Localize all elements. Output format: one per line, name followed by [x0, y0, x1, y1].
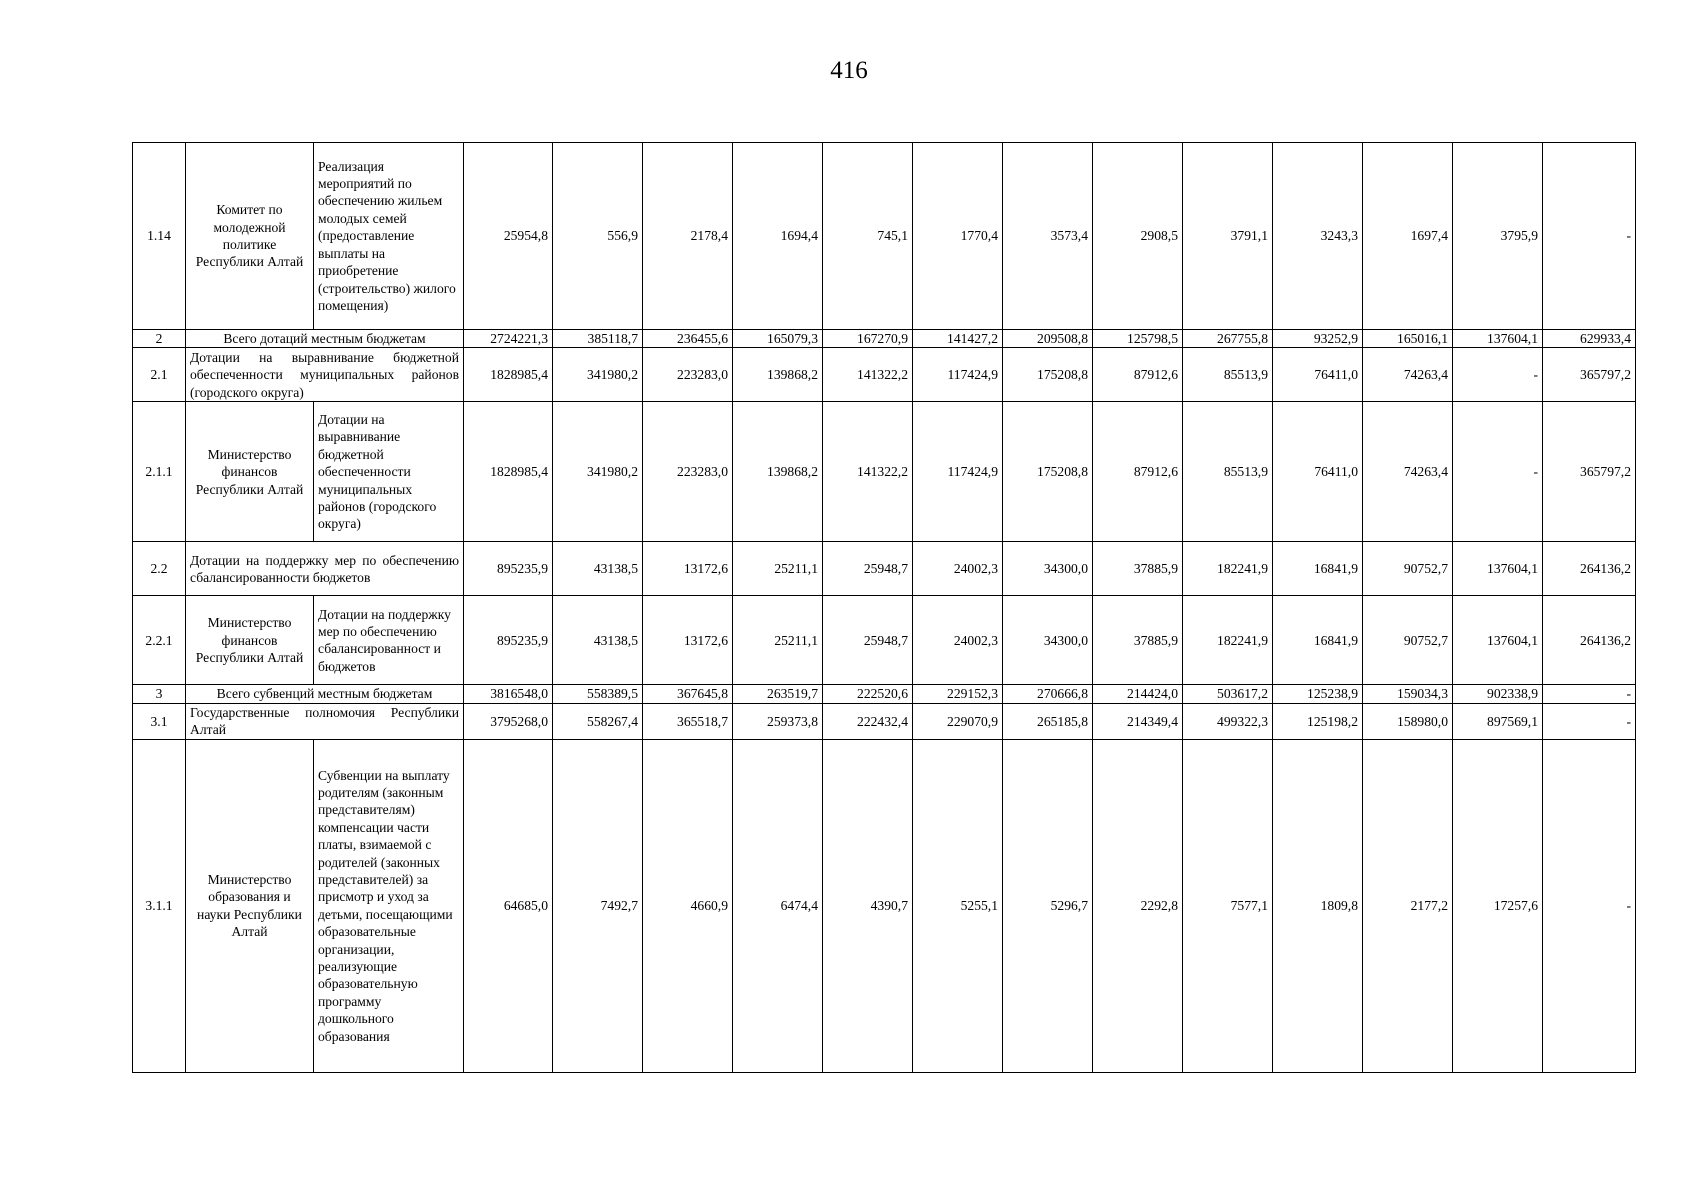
value-cell: 270666,8: [1003, 685, 1093, 703]
table-row: [133, 596, 1636, 685]
value-cell: 90752,7: [1363, 596, 1453, 685]
value-cell: 556,9: [553, 143, 643, 330]
value-cell: 745,1: [823, 143, 913, 330]
table-row: [133, 402, 1636, 542]
value-cell: 125798,5: [1093, 330, 1183, 348]
value-cell: 558389,5: [553, 685, 643, 703]
value-cell: 165016,1: [1363, 330, 1453, 348]
value-cell: 182241,9: [1183, 596, 1273, 685]
organization-cell: Министерство финансов Республики Алтай: [186, 402, 314, 542]
value-cell: -: [1453, 348, 1543, 402]
value-cell: 5296,7: [1003, 739, 1093, 1072]
value-cell: 2724221,3: [464, 330, 553, 348]
value-cell: 137604,1: [1453, 596, 1543, 685]
value-cell: 182241,9: [1183, 542, 1273, 596]
section-title-cell: Дотации на поддержку мер по обеспечению сбалансированности бюджетов: [186, 542, 464, 596]
value-cell: 4660,9: [643, 739, 733, 1072]
value-cell: 365518,7: [643, 703, 733, 739]
value-cell: 93252,9: [1273, 330, 1363, 348]
value-cell: 117424,9: [913, 348, 1003, 402]
value-cell: 2177,2: [1363, 739, 1453, 1072]
value-cell: 499322,3: [1183, 703, 1273, 739]
row-number: 1.14: [133, 143, 186, 330]
value-cell: 37885,9: [1093, 596, 1183, 685]
value-cell: 229070,9: [913, 703, 1003, 739]
value-cell: 76411,0: [1273, 402, 1363, 542]
row-number: 2.2.1: [133, 596, 186, 685]
value-cell: -: [1543, 703, 1636, 739]
table-row: [133, 348, 1636, 402]
description-cell: Реализация мероприятий по обеспечению жильем молодых семей (предоставление выплаты на приобретение (строительство) жилого помещения): [314, 143, 464, 330]
value-cell: 25211,1: [733, 542, 823, 596]
value-cell: 87912,6: [1093, 402, 1183, 542]
organization-cell: Комитет по молодежной политике Республики Алтай: [186, 143, 314, 330]
value-cell: 3795,9: [1453, 143, 1543, 330]
value-cell: 139868,2: [733, 348, 823, 402]
value-cell: 365797,2: [1543, 402, 1636, 542]
section-title-cell: Дотации на выравнивание бюджетной обеспеченности муниципальных районов (городского округа): [186, 348, 464, 402]
value-cell: 236455,6: [643, 330, 733, 348]
value-cell: 25211,1: [733, 596, 823, 685]
value-cell: 222432,4: [823, 703, 913, 739]
value-cell: -: [1543, 739, 1636, 1072]
value-cell: 3573,4: [1003, 143, 1093, 330]
value-cell: 385118,7: [553, 330, 643, 348]
row-number: 3: [133, 685, 186, 703]
row-number: 2.1: [133, 348, 186, 402]
value-cell: 267755,8: [1183, 330, 1273, 348]
value-cell: 175208,8: [1003, 348, 1093, 402]
table-row: [133, 703, 1636, 739]
value-cell: 3816548,0: [464, 685, 553, 703]
value-cell: 895235,9: [464, 542, 553, 596]
value-cell: 34300,0: [1003, 542, 1093, 596]
value-cell: 137604,1: [1453, 330, 1543, 348]
value-cell: 223283,0: [643, 402, 733, 542]
description-cell: Дотации на выравнивание бюджетной обеспеченности муниципальных районов (городского округа): [314, 402, 464, 542]
value-cell: 264136,2: [1543, 596, 1636, 685]
value-cell: 5255,1: [913, 739, 1003, 1072]
value-cell: 16841,9: [1273, 542, 1363, 596]
value-cell: 117424,9: [913, 402, 1003, 542]
row-number: 3.1.1: [133, 739, 186, 1072]
value-cell: 74263,4: [1363, 348, 1453, 402]
value-cell: 1809,8: [1273, 739, 1363, 1072]
value-cell: 367645,8: [643, 685, 733, 703]
value-cell: 85513,9: [1183, 402, 1273, 542]
value-cell: 16841,9: [1273, 596, 1363, 685]
value-cell: 902338,9: [1453, 685, 1543, 703]
value-cell: 141322,2: [823, 402, 913, 542]
value-cell: 1770,4: [913, 143, 1003, 330]
value-cell: 629933,4: [1543, 330, 1636, 348]
value-cell: 6474,4: [733, 739, 823, 1072]
value-cell: 503617,2: [1183, 685, 1273, 703]
value-cell: 85513,9: [1183, 348, 1273, 402]
row-number: 3.1: [133, 703, 186, 739]
value-cell: 139868,2: [733, 402, 823, 542]
value-cell: 558267,4: [553, 703, 643, 739]
value-cell: 1828985,4: [464, 348, 553, 402]
value-cell: 90752,7: [1363, 542, 1453, 596]
value-cell: 1828985,4: [464, 402, 553, 542]
value-cell: 3243,3: [1273, 143, 1363, 330]
value-cell: 895235,9: [464, 596, 553, 685]
value-cell: 259373,8: [733, 703, 823, 739]
value-cell: 64685,0: [464, 739, 553, 1072]
section-title-cell: Всего дотаций местным бюджетам: [186, 330, 464, 348]
value-cell: 137604,1: [1453, 542, 1543, 596]
value-cell: 222520,6: [823, 685, 913, 703]
value-cell: 2292,8: [1093, 739, 1183, 1072]
value-cell: 87912,6: [1093, 348, 1183, 402]
value-cell: 43138,5: [553, 542, 643, 596]
organization-cell: Министерство финансов Республики Алтай: [186, 596, 314, 685]
value-cell: 158980,0: [1363, 703, 1453, 739]
table-row: [133, 685, 1636, 703]
table-row: [133, 739, 1636, 1072]
value-cell: 25948,7: [823, 596, 913, 685]
value-cell: 165079,3: [733, 330, 823, 348]
value-cell: 2178,4: [643, 143, 733, 330]
value-cell: 13172,6: [643, 542, 733, 596]
budget-table: [132, 142, 1636, 1073]
section-title-cell: Всего субвенций местным бюджетам: [186, 685, 464, 703]
value-cell: 17257,6: [1453, 739, 1543, 1072]
value-cell: -: [1543, 685, 1636, 703]
value-cell: 1694,4: [733, 143, 823, 330]
value-cell: 4390,7: [823, 739, 913, 1072]
organization-cell: Министерство образования и науки Республики Алтай: [186, 739, 314, 1072]
section-title-cell: Государственные полномочия Республики Алтай: [186, 703, 464, 739]
value-cell: 3791,1: [1183, 143, 1273, 330]
value-cell: 141427,2: [913, 330, 1003, 348]
value-cell: 76411,0: [1273, 348, 1363, 402]
value-cell: 125198,2: [1273, 703, 1363, 739]
value-cell: 13172,6: [643, 596, 733, 685]
value-cell: -: [1453, 402, 1543, 542]
value-cell: 223283,0: [643, 348, 733, 402]
value-cell: 159034,3: [1363, 685, 1453, 703]
value-cell: 365797,2: [1543, 348, 1636, 402]
value-cell: 167270,9: [823, 330, 913, 348]
row-number: 2.1.1: [133, 402, 186, 542]
description-cell: Субвенции на выплату родителям (законным представителям) компенсации части платы, взимаемой с родителей (законных представителей) за присмотр и уход за детьми, посещающими образовательные организации, реализующие образовательную программу дошкольного образования: [314, 739, 464, 1072]
value-cell: 209508,8: [1003, 330, 1093, 348]
value-cell: 3795268,0: [464, 703, 553, 739]
value-cell: 214424,0: [1093, 685, 1183, 703]
page-number: 416: [830, 57, 868, 84]
value-cell: 125238,9: [1273, 685, 1363, 703]
value-cell: 264136,2: [1543, 542, 1636, 596]
row-number: 2.2: [133, 542, 186, 596]
value-cell: 25954,8: [464, 143, 553, 330]
value-cell: 7577,1: [1183, 739, 1273, 1072]
value-cell: 1697,4: [1363, 143, 1453, 330]
description-cell: Дотации на поддержку мер по обеспечению сбалансированност и бюджетов: [314, 596, 464, 685]
value-cell: 74263,4: [1363, 402, 1453, 542]
value-cell: 37885,9: [1093, 542, 1183, 596]
value-cell: 43138,5: [553, 596, 643, 685]
value-cell: 141322,2: [823, 348, 913, 402]
value-cell: 25948,7: [823, 542, 913, 596]
value-cell: 24002,3: [913, 596, 1003, 685]
table-row: [133, 542, 1636, 596]
value-cell: 341980,2: [553, 348, 643, 402]
value-cell: 34300,0: [1003, 596, 1093, 685]
table-row: [133, 330, 1636, 348]
value-cell: 341980,2: [553, 402, 643, 542]
value-cell: 214349,4: [1093, 703, 1183, 739]
table-row: [133, 143, 1636, 330]
row-number: 2: [133, 330, 186, 348]
value-cell: 24002,3: [913, 542, 1003, 596]
value-cell: 897569,1: [1453, 703, 1543, 739]
value-cell: 175208,8: [1003, 402, 1093, 542]
value-cell: -: [1543, 143, 1636, 330]
value-cell: 265185,8: [1003, 703, 1093, 739]
value-cell: 229152,3: [913, 685, 1003, 703]
value-cell: 7492,7: [553, 739, 643, 1072]
value-cell: 263519,7: [733, 685, 823, 703]
value-cell: 2908,5: [1093, 143, 1183, 330]
